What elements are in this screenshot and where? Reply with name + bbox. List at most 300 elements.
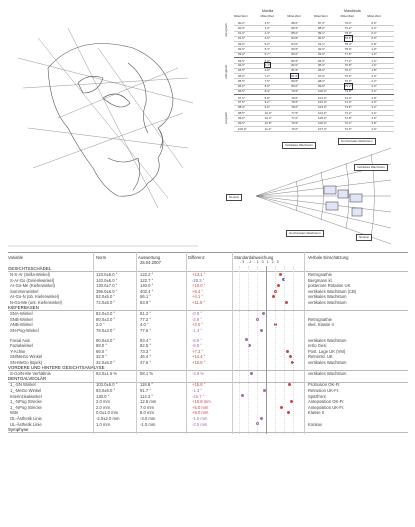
cell-variable: Ar-Go-N (ob. Kieferwinkel) <box>10 294 60 300</box>
table-cell: 4.6° <box>264 36 271 41</box>
table-cell: 2.8° <box>371 95 377 100</box>
cell-variable: 1_-MeGo Winkel <box>10 387 42 393</box>
sd-marker <box>262 312 265 315</box>
section-title: VORDERE UND HINTERE GESICHTSANALYSE <box>8 365 105 371</box>
table-cell: 93.0° <box>238 52 246 57</box>
table-cell: 89.1° <box>318 31 326 36</box>
table-cell: 2.2° <box>371 78 377 83</box>
cell-diff: -1.3 ° <box>192 387 203 393</box>
cell-verbal: Retrognathie <box>308 316 332 322</box>
table-cell: 8.4° <box>264 89 271 94</box>
column-header: Mittel-Wert <box>287 14 301 18</box>
cell-diff: -15.7 ° <box>192 393 205 399</box>
table-cell: 10.0° <box>264 110 272 115</box>
column-header-standardabweichung: Standardabweichung <box>234 255 274 260</box>
column-header: Mittel-Wert <box>234 14 248 18</box>
cell-verbal: vertikales Wachstum <box>308 337 347 343</box>
cell-verbal: skel. Klasse II <box>308 322 334 328</box>
table-cell: 78.5° <box>291 100 299 104</box>
cell-diff: +7.3 ° <box>192 348 204 354</box>
table-cell: 91.5° <box>238 36 246 41</box>
section-rule <box>8 432 408 433</box>
column-rule <box>186 252 187 434</box>
table-cell: 0.8° <box>371 41 377 46</box>
table-cell: 102.0° <box>318 100 327 104</box>
sd-marker <box>288 383 291 386</box>
cell-value: 114.3 ° <box>140 393 154 399</box>
table-cell: 0.6° <box>371 36 377 41</box>
cell-value: 46.4 ° <box>140 354 151 360</box>
table-cell: 92.5° <box>238 47 246 51</box>
table-cell: 1.8° <box>371 68 377 73</box>
diagram-label: Vertikales Wachstum <box>354 164 388 171</box>
cell-verbal: vertikales Wachstum <box>308 371 347 377</box>
table-cell: 74.4° <box>344 95 352 100</box>
table-cell: 94.0° <box>318 58 326 63</box>
cell-diff: +5.0 mm <box>192 410 209 416</box>
cell-variable: S-Ar-Go (Gelenkwinkel) <box>10 277 55 283</box>
cell-value: 83.4 ° <box>140 337 151 343</box>
table-cell: 2.0° <box>371 73 377 78</box>
table-cell: 83.5° <box>291 47 299 51</box>
sd-marker <box>250 372 253 375</box>
table-cell: 88.0° <box>291 20 299 25</box>
column-header-date: 25.04.2007 <box>140 260 161 265</box>
cephalometric-tracing <box>8 8 198 248</box>
cell-value: -3.0 mm <box>140 415 156 421</box>
cell-variable: 1_-NPog Strecke <box>10 399 42 405</box>
section-title: Symphyse <box>8 426 29 432</box>
cell-variable: 1_-NPog Strecke <box>10 404 42 410</box>
cell-diff: +13.1 ° <box>192 271 206 277</box>
sd-gridline <box>293 266 294 434</box>
column-header-differenz: Differenz <box>188 255 205 260</box>
sd-marker <box>241 394 244 397</box>
cell-value: 47.6 ° <box>140 359 151 365</box>
group-right-label: Mandibula <box>344 9 361 13</box>
cell-norm: 63.0±1.5 % <box>96 371 118 377</box>
table-cell: 91.1° <box>318 41 326 46</box>
group-left-label: Maxilla <box>262 9 274 13</box>
table-row <box>8 328 408 334</box>
table-cell: 92.0° <box>238 41 246 46</box>
sd-gridline <box>248 266 249 434</box>
cell-value: 56.1 ° <box>140 294 151 300</box>
cell-value: 122.7 ° <box>140 277 154 283</box>
table-cell: 79.0° <box>291 95 299 100</box>
table-cell: 103.0° <box>318 105 327 110</box>
cell-verbal: posteriore Rotation UK <box>308 283 351 289</box>
table-cell: 6.4° <box>264 62 271 67</box>
cell-norm: 90.0±3.0 ° <box>96 337 116 343</box>
sd-marker <box>280 406 283 409</box>
cell-norm: 79.0±3.0 ° <box>96 327 116 333</box>
growth-pattern-diagram <box>226 134 402 248</box>
sd-marker <box>289 355 292 358</box>
cell-verbal: Bergmann kl. <box>308 277 333 283</box>
cell-diff: -5.5 ° <box>192 343 203 349</box>
cell-value: 140.0 ° <box>140 283 154 289</box>
diagram-label: Horizontales Wachstum <box>286 230 324 237</box>
table-cell: 3.0° <box>371 100 377 104</box>
cell-variable: Ar-Go-Me (Kieferwinkel) <box>10 283 55 289</box>
table-cell: 10.4° <box>264 115 272 120</box>
cell-variable: S-Go/N-Me Verhältnis <box>10 371 51 377</box>
column-header-norm: Norm <box>96 255 107 260</box>
table-cell: 96.5° <box>238 89 246 94</box>
table-cell: 77.2° <box>344 58 352 63</box>
row-group-label: retrognath <box>224 23 228 37</box>
cell-variable: ANB-Winkel <box>10 322 33 328</box>
cell-diff: -1.0 mm <box>192 415 208 421</box>
cell-norm: 88.0 ° <box>96 343 107 349</box>
cell-diff: -6.6 ° <box>192 337 203 343</box>
cell-norm: 66.0 ° <box>96 348 107 354</box>
cell-norm: 80.0±3.0 ° <box>96 316 116 322</box>
cell-value: 4.0 ° <box>140 322 149 328</box>
table-cell: 9.6° <box>264 105 271 110</box>
cell-value: 5.0 mm <box>140 410 154 416</box>
table-cell: 72.8° <box>344 115 352 120</box>
cell-diff: -20.3 ° <box>192 277 205 283</box>
cell-norm: 396.0±6.0 ° <box>96 288 118 294</box>
table-cell: 97.5° <box>238 100 246 104</box>
table-cell: 88.0° <box>318 25 326 30</box>
diagram-label: Neutral <box>226 194 242 201</box>
table-cell: 79.5° <box>291 89 299 94</box>
sd-gridline <box>239 266 240 434</box>
table-cell: 106.0° <box>318 121 327 126</box>
table-cell: 73.2° <box>344 110 352 115</box>
table-cell: 93.5° <box>238 58 246 63</box>
cell-verbal: Konkav <box>308 421 322 427</box>
cell-diff: +10.0 ° <box>192 283 206 289</box>
cell-diff: +4.1 ° <box>192 294 204 300</box>
column-rule <box>232 252 233 434</box>
table-cell: 101.0° <box>318 95 327 100</box>
table-cell: 5.4° <box>264 47 271 51</box>
sd-marker <box>260 329 263 332</box>
cell-verbal: vertikales Wachstum (CB) <box>308 288 357 294</box>
cell-norm: 93.0±6.0 ° <box>96 387 116 393</box>
table-cell: 3.6° <box>371 115 377 120</box>
table-cell: 90.0° <box>238 25 246 30</box>
table-row <box>234 126 394 132</box>
table-cell: 78.3° <box>344 41 352 46</box>
table-cell: 3.5° <box>264 20 271 25</box>
diagram-label: Vertikales Wachstum <box>282 142 316 149</box>
cell-variable: SN-Pog-Winkel <box>10 327 39 333</box>
table-cell: 93.0° <box>318 52 326 57</box>
table-cell: 90.0° <box>318 36 326 41</box>
sd-gridline <box>275 266 276 434</box>
reference-value-table <box>226 9 394 133</box>
table-cell: 3.4° <box>371 110 377 115</box>
cell-diff: -1.4 ° <box>192 327 203 333</box>
table-cell: 4.0° <box>264 25 271 30</box>
table-cell: 74.8° <box>344 89 352 94</box>
table-cell: 79.2° <box>344 25 352 30</box>
cell-variable: Y-Achse <box>10 348 26 354</box>
cell-value: 122.2 ° <box>140 271 154 277</box>
cell-value: 91.7 ° <box>140 387 151 393</box>
row-group-label: prognath <box>224 112 228 124</box>
cell-value: 82.5 ° <box>140 343 151 349</box>
column-header-variable: Variable <box>8 255 24 260</box>
cell-value: 77.6 ° <box>140 327 151 333</box>
table-cell: 82.5° <box>291 58 299 63</box>
table-cell: 0.2° <box>371 25 377 30</box>
cell-verbal: Retrognathie <box>308 271 332 277</box>
cell-diff: +15.6 ° <box>192 359 206 365</box>
cell-variable: Summenwinkel <box>10 288 39 294</box>
cell-value: 58.1 % <box>140 371 154 377</box>
sd-marker <box>279 273 282 276</box>
cell-norm: 2.0 ° <box>96 322 105 328</box>
table-cell: 1.4° <box>371 58 377 63</box>
cell-verbal: retro Gesi <box>308 343 327 349</box>
table-cell: 87.3° <box>318 20 326 25</box>
table-cell: 78.6° <box>344 36 352 41</box>
table-cell: 94.0° <box>238 62 246 67</box>
cell-norm: 32.0 ° <box>96 354 107 360</box>
table-cell: 104.0° <box>318 110 327 115</box>
table-cell: 8.8° <box>264 95 271 100</box>
sd-marker <box>287 411 290 414</box>
cell-norm: 2.0 mm <box>96 404 110 410</box>
table-cell: 72.0° <box>344 126 352 131</box>
table-cell: 84.5° <box>291 36 299 41</box>
cell-norm: 130.0±7.0 ° <box>96 283 118 289</box>
cell-value: 118.8 ° <box>140 382 154 388</box>
table-cell: 98.0° <box>238 105 246 110</box>
section-title: DENTOALVEOLÄR <box>8 376 47 382</box>
cell-value: 77.2 ° <box>140 316 151 322</box>
table-cell: 85.0° <box>291 31 299 36</box>
table-cell: 82.0° <box>291 62 299 67</box>
cell-verbal: vertikales Wachstum <box>308 299 347 305</box>
table-cell: 99.0° <box>318 84 326 89</box>
table-cell: 77.5° <box>291 110 299 115</box>
cell-value: 12.8 mm <box>140 399 157 405</box>
cell-variable: Wits <box>10 410 19 416</box>
table-cell: 86.5° <box>291 25 299 30</box>
cell-variable: SN/MeGo Winkel <box>10 354 43 360</box>
table-cell: 9.2° <box>264 100 271 104</box>
table-cell: 78.0° <box>344 47 352 51</box>
cell-norm: 0.0±1.0 mm <box>96 410 119 416</box>
table-cell: 100.0° <box>238 126 247 131</box>
table-cell: 10.8° <box>264 121 272 126</box>
table-cell: 76.5° <box>291 121 299 126</box>
table-cell: 76.0° <box>344 73 352 78</box>
cell-value: -1.0 mm <box>140 421 156 427</box>
diagram-label: Horizontales Wachstum <box>338 138 376 145</box>
table-cell: 99.5° <box>238 121 246 126</box>
column-rule <box>304 252 305 434</box>
cell-verbal: Spitzfront <box>308 393 326 399</box>
table-cell: 76.0° <box>291 126 299 131</box>
sd-marker <box>286 350 289 353</box>
cell-value: 7.0 mm <box>140 404 154 410</box>
cell-diff: -0.8 ° <box>192 311 203 317</box>
table-row <box>8 421 408 427</box>
table-cell: 90.0° <box>238 20 246 25</box>
table-cell: 7.6° <box>264 78 271 83</box>
sd-gridline <box>284 266 285 434</box>
table-cell: 99.0° <box>238 115 246 120</box>
column-header-auswertung: Auswertung <box>138 255 161 260</box>
cell-variable: 1_-SN Winkel <box>10 382 36 388</box>
cell-variable: SNB-Winkel <box>10 316 33 322</box>
cell-value: 73.3 ° <box>140 348 151 354</box>
diagram-label: Neutral <box>356 234 372 241</box>
cell-diff: +10.8 mm <box>192 399 211 405</box>
cell-variable: Fazialwinkel <box>10 343 33 349</box>
table-cell: 2.4° <box>371 84 377 89</box>
table-top-rule <box>8 252 408 253</box>
table-cell: 92.0° <box>318 47 326 51</box>
cell-verbal: Klasse II <box>308 410 325 416</box>
cell-diff: +15.8 ° <box>192 382 206 388</box>
table-cell: 97.0° <box>318 73 326 78</box>
cell-variable: Facial Axis <box>10 337 31 343</box>
table-cell: 6.0° <box>264 58 271 63</box>
row-group-label: orthognath <box>224 64 228 79</box>
table-cell: 95.0° <box>238 73 246 78</box>
cell-norm: 32.0±5.0 ° <box>96 359 116 365</box>
table-cell: 81.0° <box>291 73 299 78</box>
table-cell: 84.0° <box>291 41 299 46</box>
table-row <box>8 300 408 306</box>
table-cell: 83.0° <box>291 52 299 57</box>
cell-variable: SN-MeGo (Bjork) <box>10 359 43 365</box>
cell-norm: 130.0 ° <box>96 393 110 399</box>
cell-norm: 82.0±3.0 ° <box>96 311 116 317</box>
cell-diff: +5.0 mm <box>192 404 209 410</box>
table-row <box>8 371 408 377</box>
table-cell: 1.0° <box>371 47 377 51</box>
table-cell: 91.0° <box>238 31 246 36</box>
table-cell: 97.0° <box>238 95 246 100</box>
cell-verbal: Retroinkl. UK <box>308 354 333 360</box>
table-cell: 95.5° <box>238 78 246 83</box>
table-cell: 7.2° <box>264 73 271 78</box>
cell-diff: -2.0 mm <box>192 421 208 427</box>
cell-variable: N-Go-Me (unt. Kieferwinkel) <box>10 299 62 305</box>
cell-diff: -2.8 ° <box>192 316 203 322</box>
cell-variable: OL-Ästhetik Linie <box>10 415 42 421</box>
cell-value: 81.2 ° <box>140 311 151 317</box>
table-cell: 98.5° <box>238 110 246 115</box>
column-header: Mittel-Wert <box>260 14 275 18</box>
cell-variable: SNA-Winkel <box>10 311 33 317</box>
table-cell: 95.0° <box>318 62 326 67</box>
table-cell: 3.8° <box>371 121 377 126</box>
cell-verbal: Post. Lage UK (VM) <box>308 348 346 354</box>
sd-marker <box>285 301 288 304</box>
cell-variable: Interinzisalwinkel <box>10 393 42 399</box>
cell-variable: UL-Ästhetik Linie <box>10 421 42 427</box>
cell-norm: 2.0 mm <box>96 399 110 405</box>
column-header: Mittel-Wert <box>367 14 381 18</box>
table-cell: 80.5° <box>291 78 299 83</box>
table-cell: 80.0° <box>291 84 299 89</box>
table-cell: 77.6° <box>344 52 352 57</box>
cell-variable: N-S-Ar (Sella-Winkel) <box>10 271 51 277</box>
sd-marker <box>260 417 263 420</box>
cell-norm: 103.0±6.0 ° <box>96 382 118 388</box>
column-rule <box>93 252 94 434</box>
table-cell: 72.4° <box>344 121 352 126</box>
cell-verbal: Anteposition OK-Fr. <box>308 399 345 405</box>
column-header-verbal: Verbale Einschätzung <box>308 255 349 260</box>
table-cell: 0.4° <box>371 31 377 36</box>
table-cell: 5.7° <box>264 52 271 57</box>
cell-value: 402.4 ° <box>140 288 154 294</box>
section-title: GESICHTSSCHÄDEL <box>8 266 52 271</box>
column-rule <box>136 252 137 434</box>
cell-verbal: vertikales Wachstum <box>308 359 347 365</box>
sd-gridline <box>266 266 267 434</box>
table-cell: 81.5° <box>291 68 299 73</box>
cell-norm: -2.0±2.0 mm <box>96 415 120 421</box>
table-cell: 1.6° <box>371 62 377 67</box>
section-title: KIEFERBASEN <box>8 305 39 311</box>
table-cell: 96.0° <box>318 68 326 73</box>
cell-verbal: vertikales Wachstum <box>308 294 347 300</box>
table-cell: 74.0° <box>344 100 352 104</box>
cell-norm: 72.0±5.0 ° <box>96 299 116 305</box>
table-cell: 96.0° <box>238 84 246 89</box>
table-cell: 73.6° <box>344 105 352 110</box>
column-header: Mittel-Wert <box>314 14 328 18</box>
table-cell: 76.4° <box>344 68 352 73</box>
table-cell: 78.0° <box>291 105 299 110</box>
cell-value: 83.9 ° <box>140 299 151 305</box>
sd-marker <box>277 284 280 287</box>
table-cell: 1.2° <box>371 52 377 57</box>
cell-diff: +6.4 ° <box>192 288 204 294</box>
table-cell: 0.0° <box>371 20 377 25</box>
cell-norm: 1.0 mm <box>96 421 110 427</box>
sd-scale: -3 -2 -1 0 1 2 3 <box>240 260 280 264</box>
table-cell: 94.5° <box>238 68 246 73</box>
table-cell: 8.0° <box>264 84 271 89</box>
table-cell: 5.0° <box>264 41 271 46</box>
cell-diff: +11.9 ° <box>192 299 206 305</box>
cell-norm: 52.0±5.0 ° <box>96 294 116 300</box>
table-cell: 78.9° <box>344 31 352 36</box>
cell-norm: 143.0±6.0 ° <box>96 277 118 283</box>
cell-diff: -4.9 % <box>192 371 205 377</box>
table-cell: 79.4° <box>344 20 352 25</box>
table-cell: 77.0° <box>291 115 299 120</box>
table-cell: 2.6° <box>371 89 377 94</box>
table-cell: 107.0° <box>318 126 327 131</box>
analysis-table <box>8 252 408 524</box>
table-cell: 75.2° <box>344 84 352 89</box>
table-cell: 3.2° <box>371 105 377 110</box>
table-header <box>234 14 394 19</box>
cell-diff: +2.0 ° <box>192 322 204 328</box>
table-cell: 76.8° <box>344 62 352 67</box>
table-cell: 6.8° <box>264 68 271 73</box>
table-cell: 98.0° <box>318 78 326 83</box>
column-header: Mittel-Wert <box>340 14 355 18</box>
cell-verbal: Retrusion UK-Fr. <box>308 387 340 393</box>
table-cell: 4.3° <box>264 31 271 36</box>
